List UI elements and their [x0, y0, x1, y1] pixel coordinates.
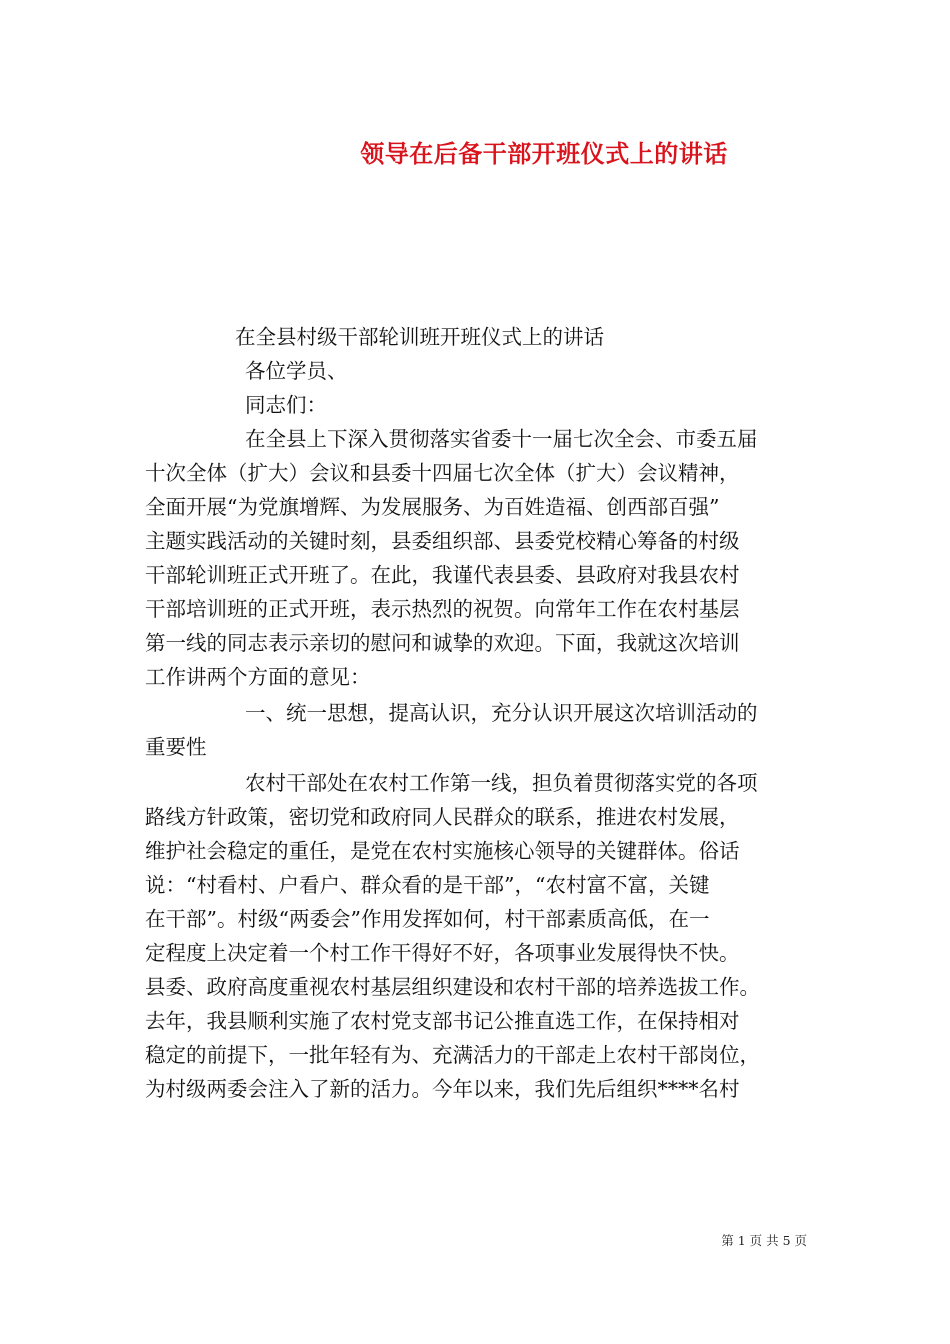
paragraph-line: 路线方针政策，密切党和政府同人民群众的联系，推进农村发展，: [145, 805, 740, 829]
paragraph-line: 在干部”。村级“两委会”作用发挥如何，村干部素质高低，在一: [145, 907, 710, 931]
speech-subtitle: 在全县村级干部轮训班开班仪式上的讲话: [235, 325, 604, 349]
paragraph-line: 为村级两委会注入了新的活力。今年以来，我们先后组织****名村: [145, 1077, 740, 1101]
paragraph-line: 工作讲两个方面的意见：: [145, 665, 371, 689]
page-number-footer: 第 1 页 共 5 页: [721, 1233, 807, 1248]
paragraph-line: 干部轮训班正式开班了。在此，我谨代表县委、县政府对我县农村: [145, 563, 740, 587]
paragraph-line: 在全县上下深入贯彻落实省委十一届七次全会、市委五届: [245, 427, 758, 451]
paragraph-line: 定程度上决定着一个村工作干得好不好，各项事业发展得快不快。: [145, 941, 740, 965]
paragraph-line: 维护社会稳定的重任，是党在农村实施核心领导的关键群体。俗话: [145, 839, 740, 863]
paragraph-line: 全面开展“为党旗增辉、为发展服务、为百姓造福、创西部百强”: [145, 495, 720, 519]
paragraph-line: 第一线的同志表示亲切的慰问和诚挚的欢迎。下面，我就这次培训: [145, 631, 740, 655]
salutation-line: 同志们：: [245, 393, 327, 417]
paragraph-line: 农村干部处在农村工作第一线，担负着贯彻落实党的各项: [245, 771, 758, 795]
paragraph-line: 县委、政府高度重视农村基层组织建设和农村干部的培养选拔工作。: [145, 975, 760, 999]
paragraph-line: 主题实践活动的关键时刻，县委组织部、县委党校精心筹备的村级: [145, 529, 740, 553]
paragraph-line: 去年，我县顺利实施了农村党支部书记公推直选工作，在保持相对: [145, 1009, 740, 1033]
document-title: 领导在后备干部开班仪式上的讲话: [360, 139, 728, 168]
paragraph-line: 稳定的前提下，一批年轻有为、充满活力的干部走上农村干部岗位，: [145, 1043, 760, 1067]
salutation-line: 各位学员、: [245, 359, 348, 383]
paragraph-line: 说：“村看村、户看户、群众看的是干部”，“农村富不富，关键: [145, 873, 710, 897]
section-heading: 重要性: [145, 735, 207, 759]
paragraph-line: 十次全体（扩大）会议和县委十四届七次全体（扩大）会议精神，: [145, 461, 740, 485]
paragraph-line: 干部培训班的正式开班，表示热烈的祝贺。向常年工作在农村基层: [145, 597, 740, 621]
document-body: [145, 320, 810, 1106]
section-heading: 一、统一思想，提高认识，充分认识开展这次培训活动的: [245, 701, 758, 725]
